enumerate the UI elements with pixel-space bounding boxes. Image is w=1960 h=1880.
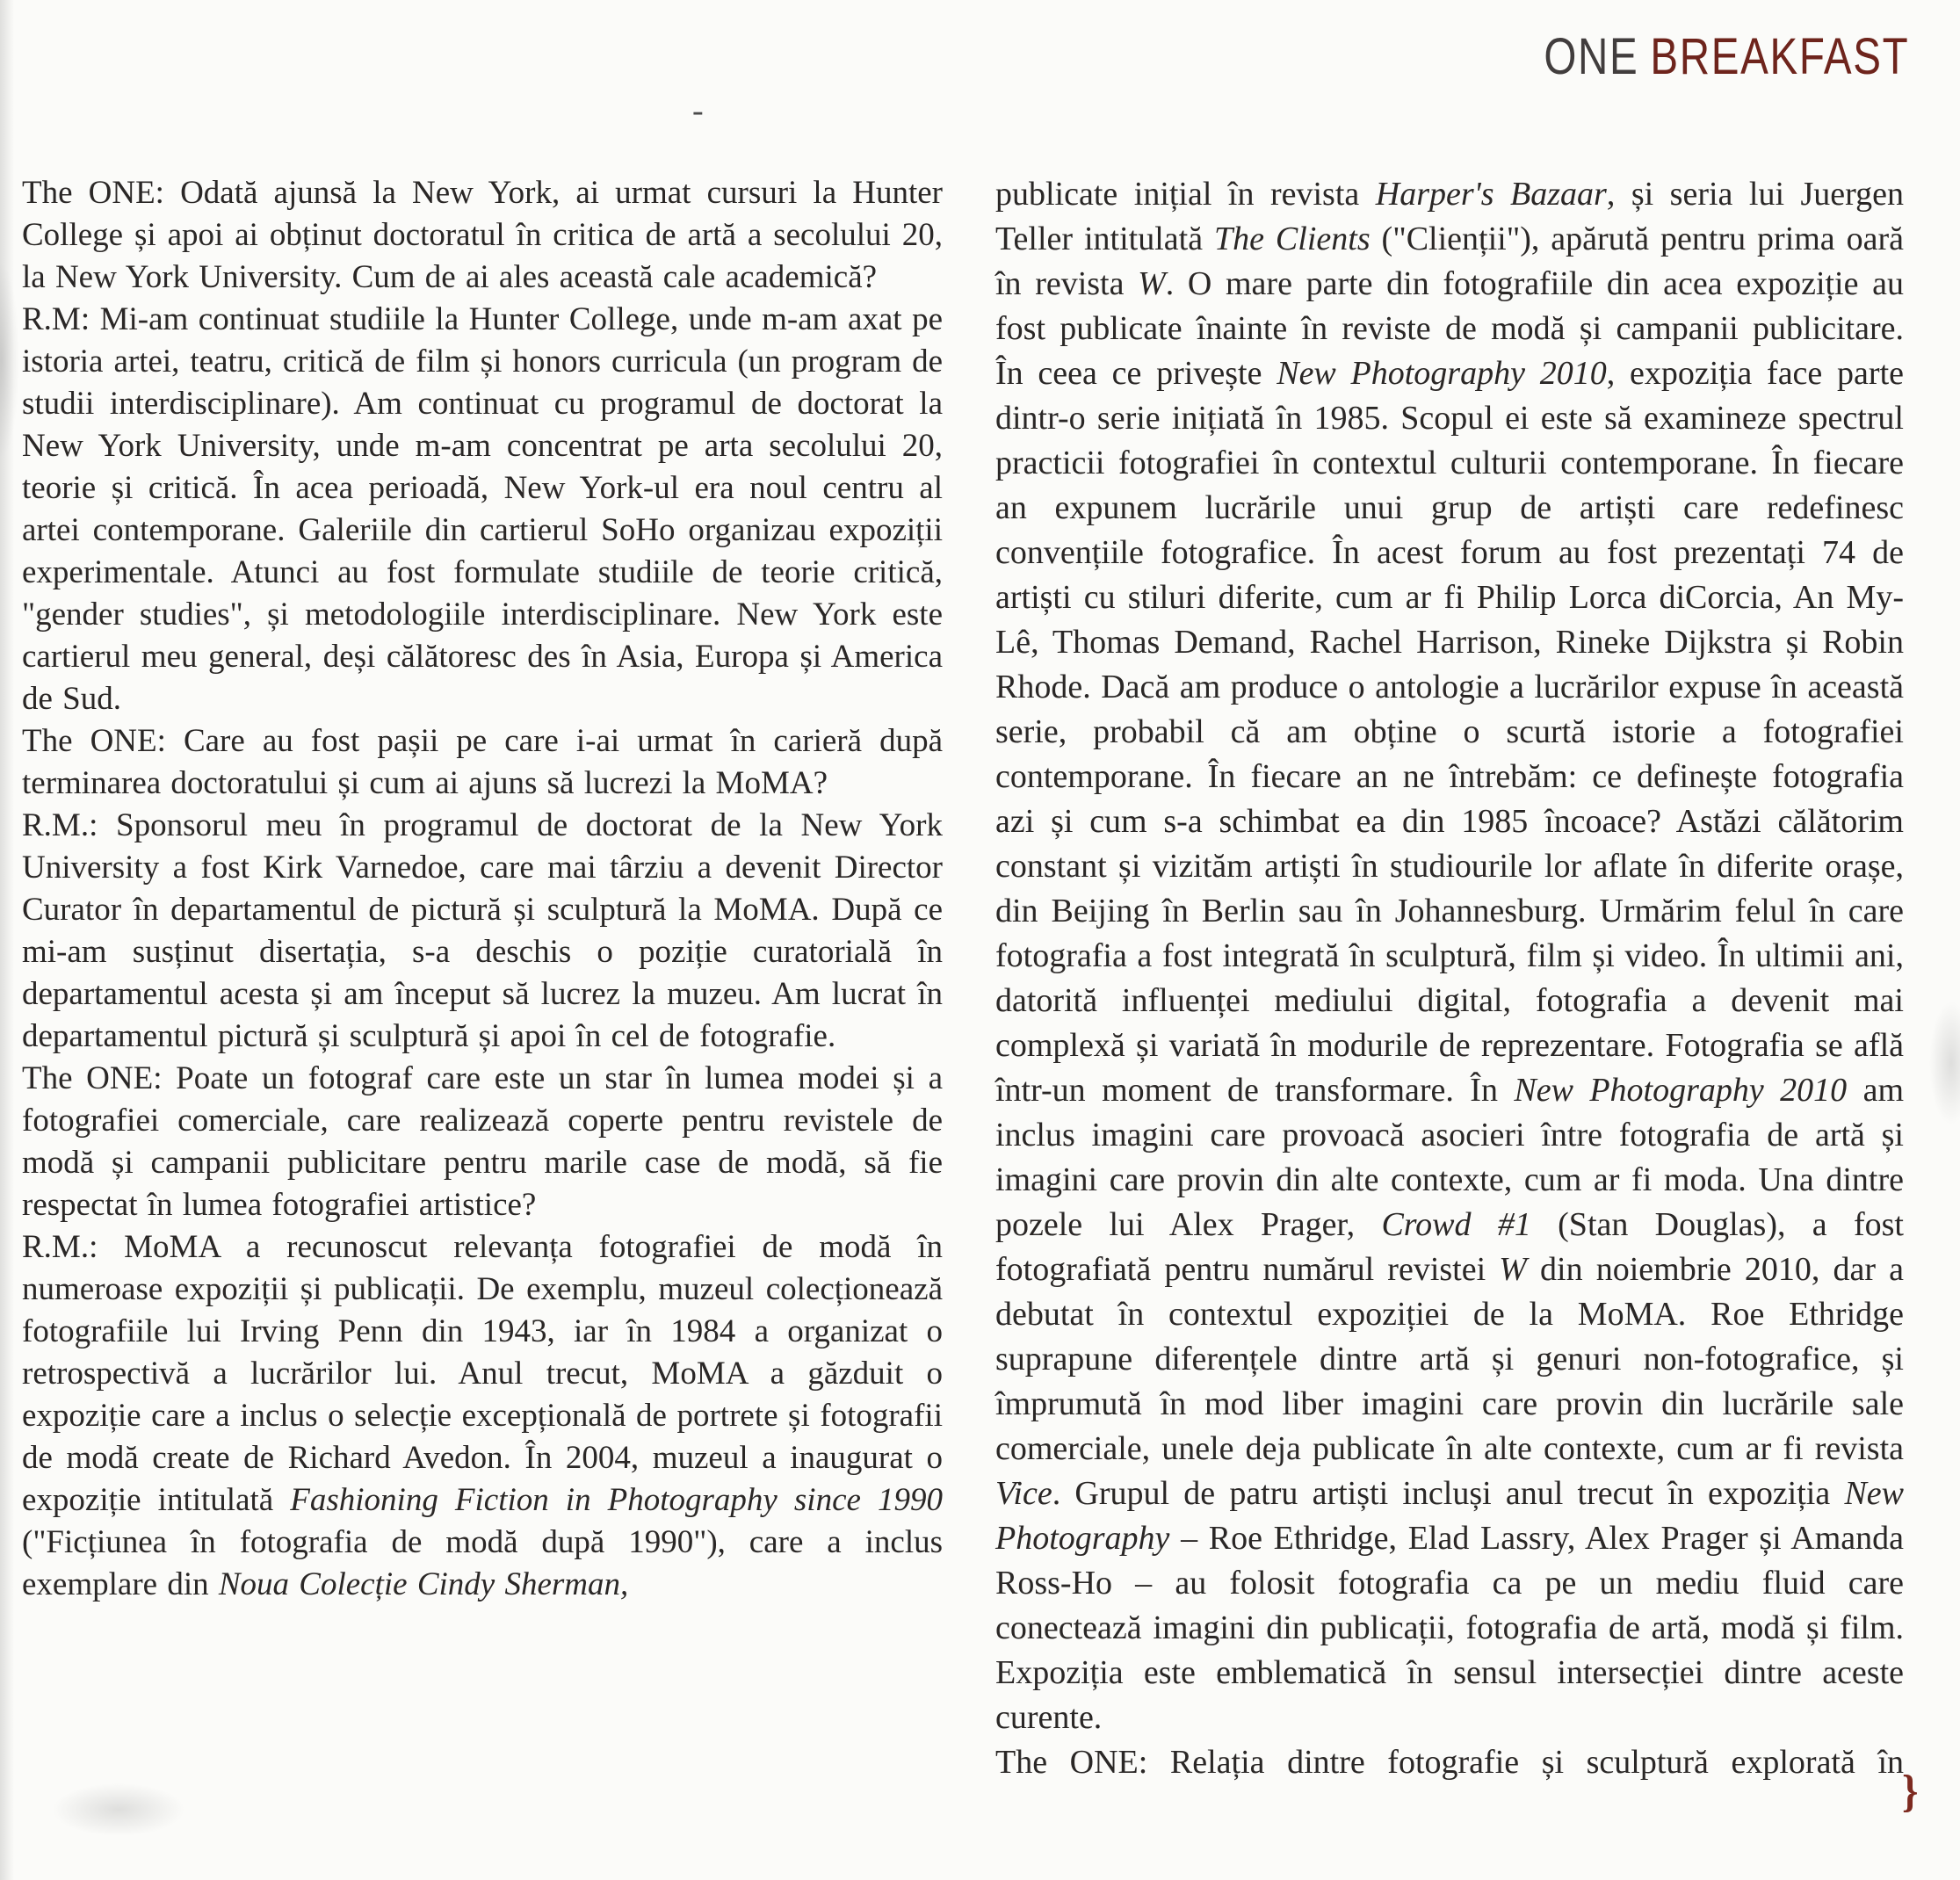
body-text: The ONE: Poate un fotograf care este un star în lumea modei și a fotografiei comerciale, care realizează coperte pentru revistele de modă și campanii publicitare pentru marile case de modă, să fie respectat în lumea fotografiei artistice? xyxy=(22,1060,943,1223)
body-text: ("Clienții"), apărută pentru prima oară în revista xyxy=(995,221,1904,302)
italic-title-text: New Photography 2010 xyxy=(1514,1072,1848,1109)
italic-title-text: Harper's Bazaar xyxy=(1375,176,1607,213)
body-text: am inclus imagini care provoacă asocieri între fotografia de artă și imagini care provin din alte contexte, cum ar fi moda. Una dintre pozele lui Alex Prager, xyxy=(995,1072,1904,1243)
italic-title-text: New Photography xyxy=(995,1475,1904,1557)
paragraph xyxy=(22,1226,943,1606)
italic-title-text: Fashioning Fiction in Photography since 1990 xyxy=(290,1482,943,1518)
scan-artifact-dash: - xyxy=(692,92,704,129)
italic-title-text: The Clients xyxy=(1214,221,1371,257)
body-text: The ONE: Odată ajunsă la New York, ai urmat cursuri la Hunter College și apoi ai obținut doctoratul în critica de artă a secolului 20, la New York University. Cum de ai ales această cale academică? xyxy=(22,175,943,295)
magazine-name: ONE xyxy=(1543,28,1638,85)
right-column xyxy=(995,172,1904,1785)
body-text: R.M.: Sponsorul meu în programul de doctorat de la New York University a fost Kirk Varnedoe, care mai târziu a devenit Director Curator în departamentul de pictură și sculptură la MoMA. După ce mi-am susținut disertația, s-a deschis o poziție curatorială în departamentul acesta și am început să lucrez la muzeu. Am lucrat în departamentul pictură și sculptură și apoi în cel de fotografie. xyxy=(22,807,943,1054)
body-text: (Stan Douglas), a fost fotografiată pentru numărul revistei xyxy=(995,1206,1904,1288)
paragraph xyxy=(22,720,943,805)
paragraph xyxy=(22,805,943,1058)
section-title: BREAKFAST xyxy=(1650,28,1909,85)
scan-smudge xyxy=(1929,1001,1960,1124)
body-text: publicate inițial în revista xyxy=(995,176,1376,213)
body-text: . Grupul de patru artiști incluși anul trecut în expoziția xyxy=(1052,1475,1845,1512)
body-text: , și seria lui Juergen Teller intitulată xyxy=(995,176,1904,257)
paragraph xyxy=(22,1058,943,1226)
body-text: R.M.: MoMA a recunoscut relevanța fotografiei de modă în numeroase expoziții și publicații. De exemplu, muzeul colecționează fotografiile lui Irving Penn din 1943, iar în 1984 a organizat o retrospectivă a lucrărilor lui. Anul trecut, MoMA a găzduit o expoziție care a inclus o selecție excepțională de portrete și fotografii de modă create de Richard Avedon. În 2004, muzeul a inaugurat o expoziție intitulată xyxy=(22,1229,943,1518)
body-text: The ONE: Relația dintre fotografie și sculptură explorată în xyxy=(995,1744,1904,1781)
body-text: – Roe Ethridge, Elad Lassry, Alex Prager și Amanda Ross-Ho – au folosit fotografia ca pe un mediu fluid care conectează imagini din publicații, fotografia de artă, modă și film. Expoziția este emblematică în sensul intersecției dintre aceste curente. xyxy=(995,1520,1904,1736)
paragraph xyxy=(22,172,943,299)
left-column xyxy=(22,172,943,1606)
scan-smudge xyxy=(0,264,19,457)
italic-title-text: W xyxy=(1499,1251,1527,1288)
paragraph xyxy=(995,172,1904,1740)
body-text: din noiembrie 2010, dar a debutat în contextul expoziției de la MoMA. Roe Ethridge suprapune diferențele dintre artă și genuri non-fotografice, și împrumută în mod liber imagini care provin din lucrările sale comerciale, unele deja publicate în alte contexte, cum ar fi revista xyxy=(995,1251,1904,1467)
italic-title-text: W xyxy=(1138,265,1166,302)
page-header xyxy=(1543,28,1909,85)
body-text: ("Ficțiunea în fotografia de modă după 1990"), care a inclus exemplare din xyxy=(22,1524,943,1602)
italic-title-text: Vice xyxy=(995,1475,1052,1512)
italic-title-text: New Photography 2010 xyxy=(1277,355,1607,392)
body-text: The ONE: Care au fost pașii pe care i-ai urmat în carieră după terminarea doctoratului și cum ai ajuns să lucrezi la MoMA? xyxy=(22,723,943,801)
continued-marker-icon: } xyxy=(1902,1767,1919,1817)
scan-smudge xyxy=(53,1783,184,1836)
italic-title-text: Noua Colecție Cindy Sherman, xyxy=(218,1566,629,1602)
body-text: , expoziția face parte dintr-o serie inițiată în 1985. Scopul ei este să examineze spectrul practicii fotografiei în contextul culturii contemporane. În fiecare an expunem lucrările unui grup de artiști care redefinesc convențiile fotografice. În acest forum au fost prezentați 74 de artiști cu stiluri diferite, cum ar fi Philip Lorca diCorcia, An My-Lê, Thomas Demand, Rachel Harrison, Rineke Dijkstra și Robin Rhode. Dacă am produce o antologie a lucrărilor expuse în această serie, probabil că am obține o scurtă istorie a fotografiei contemporane. În fiecare an ne întrebăm: ce definește fotografia azi și cum s-a schimbat ea din 1985 încoace? Astăzi călătorim constant și vizităm artiști în studiourile lor aflate în diferite orașe, din Beijing în Berlin sau în Johannesburg. Urmărim felul în care fotografia a fost integrată în sculptură, film și video. În ultimii ani, datorită influenței mediului digital, fotografia a devenit mai complexă și variată în modurile de reprezentare. Fotografia se află într-un moment de transformare. În xyxy=(995,355,1904,1109)
paragraph xyxy=(995,1740,1904,1785)
body-text: . O mare parte din fotografiile din acea expoziție au fost publicate înainte în reviste de modă și campanii publicitare. În ceea ce privește xyxy=(995,265,1904,392)
body-text: R.M: Mi-am continuat studiile la Hunter College, unde m-am axat pe istoria artei, teatru, critică de film și honors curricula (un program de studii interdisciplinare). Am continuat cu programul de doctorat la New York University, unde m-am concentrat pe arta secolului 20, teorie și critică. În acea perioadă, New York-ul era noul centru al artei contemporane. Galeriile din cartierul SoHo organizau expoziții experimentale. Atunci au fost formulate studiile de teorie critică, "gender studies", și metodologiile interdisciplinare. New York este cartierul meu general, deși călătoresc des în Asia, Europa și America de Sud. xyxy=(22,301,943,717)
italic-title-text: Crowd #1 xyxy=(1381,1206,1531,1243)
paragraph xyxy=(22,299,943,720)
